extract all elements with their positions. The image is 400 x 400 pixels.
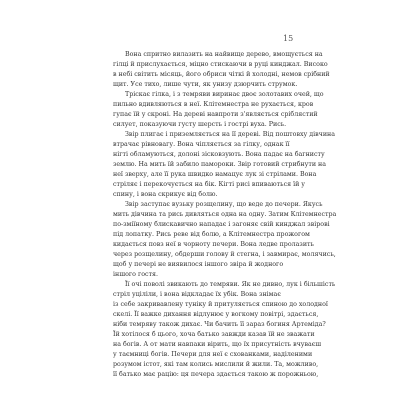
text-line: через розщелину, обдерши голову й стегна, і завмирає, молячись,	[113, 251, 336, 258]
text-line: мить дівчина та рись дивляться одна на одну. Затим Клітемнестра	[113, 211, 337, 218]
text-line: розумом істот, які там колись мислили й жили. Та, можливо,	[113, 361, 319, 368]
text-line: неї зверху, але її рука швидко намацує лук зі стрілами. Вона	[113, 171, 317, 178]
text-line: нігті обламуються, долоні зісковзують. Вона падає на багнисту	[113, 151, 325, 158]
text-line: щит. Усе тихо, лише чути, як унизу дзюрчить струмок.	[113, 81, 298, 88]
paragraph	[113, 200, 337, 280]
text-line: пильно вдивляються в неї. Клітемнестра не рухається, кров	[113, 101, 314, 108]
text-line: Їй хотілося б цього, хоча батько завжди казав їй не зважати	[113, 331, 315, 338]
text-line: Звір заступає вузьку розщелину, що веде до печери. Якусь	[125, 201, 323, 208]
text-line: втрачає рівновагу. Вона чіпляється за гілку, однак її	[113, 141, 290, 148]
text-line: кидається повз неї в чорноту печери. Вона ледве пролазить	[113, 241, 314, 248]
text-line: у таємниці богів. Печери для неї є схованками, наділеними	[113, 351, 313, 358]
text-line: землю. На мить їй забило памороки. Звір готовий стрибнути на	[113, 161, 326, 168]
paragraph	[113, 130, 335, 200]
text-line: ніби темряву також дихає. Чи бачить її зараз богиня Артеміда?	[113, 321, 326, 328]
paragraph	[113, 90, 324, 130]
text-line: її батько має рацію: ця печера здається такою ж порожньою,	[113, 371, 319, 378]
text-line: Звір плигає і приземляється на її дереві. Від поштовху дівчина	[125, 131, 335, 138]
text-line: силует, показуючи густу шерсть і гострі вуха. Рись.	[113, 121, 287, 128]
text-line: стріл уціліли, і вона відкладає їх убік. Вона знімає	[113, 291, 281, 298]
text-line: Вона спритно вилазить на найвище дерево, вмощується на	[125, 51, 323, 58]
text-line: гілці й прислухається, міцно стискаючи в руці кинджал. Високо	[113, 61, 328, 68]
text-line: по-зміїному блискавично нападає і загоняє свій кинджал звірові	[113, 221, 330, 228]
text-line: на богів. А от мати навпаки вірить, що їх присутність вчуваєш	[113, 341, 322, 348]
text-line: Тріскає гілка, і з темряви виринає двоє золотавих очей, що	[125, 91, 324, 98]
body-text	[113, 50, 337, 380]
text-line: Її очі поволі звикають до темряви. Як не дивно, лук і більшість	[125, 281, 336, 288]
text-line: щоб у печері не виявилося іншого звіра й жодного	[113, 261, 284, 268]
page-number: 15	[283, 34, 294, 43]
text-line: скелі. Її важке дихання відлунює у вогкому повітрі, здається,	[113, 311, 319, 318]
paragraph	[113, 50, 330, 90]
text-line: стріляє і перекочується на бік. Кігті рисі впиваються їй у	[113, 181, 305, 188]
text-line: спину, і вона скрикує від болю.	[113, 191, 218, 198]
text-line: під лопатку. Рись реве від болю, а Клітемнестра прожогом	[113, 231, 310, 238]
paragraph	[113, 280, 336, 380]
text-line: іншого гостя.	[113, 271, 159, 278]
text-line: в небі світить місяць, його обриси чіткі й холодні, немов срібний	[113, 71, 330, 78]
text-line: гупає їй у скроні. На дереві навпроти з'являється сріблястий	[113, 111, 318, 118]
text-line: із себе закривавлену туніку й притуляється спиною до холодної	[113, 301, 328, 308]
